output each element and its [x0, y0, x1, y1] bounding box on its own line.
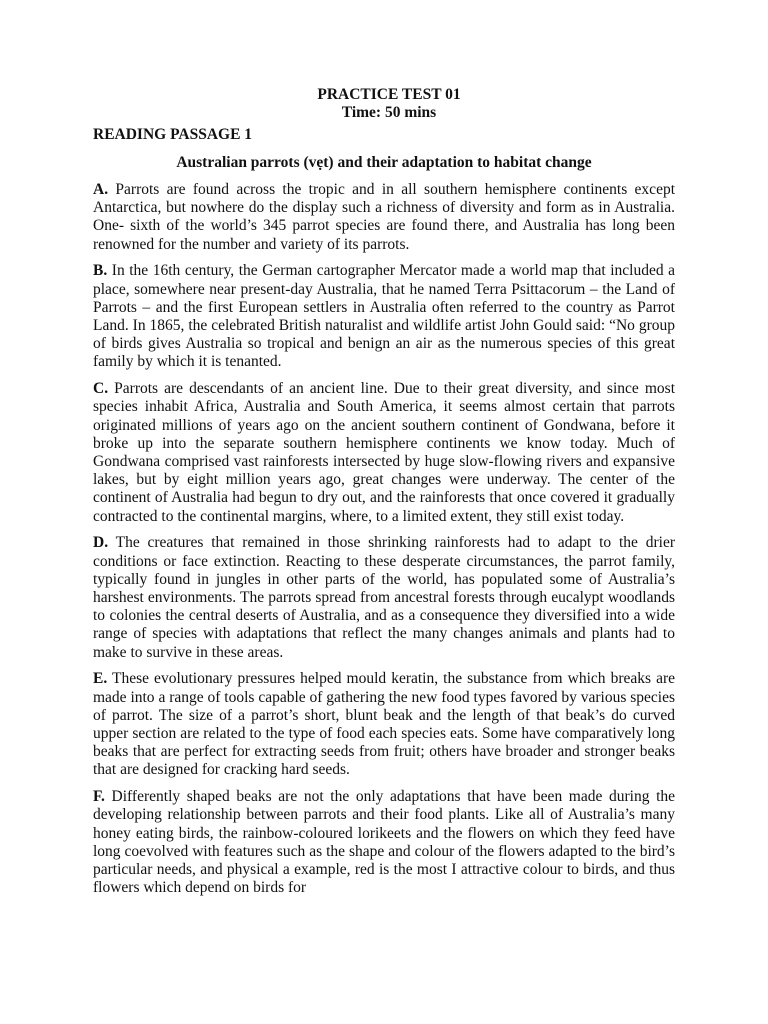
- paragraph-letter: A.: [93, 181, 109, 198]
- paragraph-letter: C.: [93, 380, 109, 398]
- document-page: [93, 86, 675, 906]
- test-title: PRACTICE TEST 01: [317, 86, 461, 103]
- paragraph-c: [93, 380, 675, 526]
- paragraph-a: [93, 181, 675, 254]
- paragraph-letter: E.: [93, 670, 108, 688]
- passage-title: Australian parrots (vẹt) and their adaptation to habitat change: [176, 154, 592, 171]
- paragraph-e: [93, 670, 675, 779]
- paragraph-b: [93, 262, 675, 371]
- passage-label: READING PASSAGE 1: [93, 126, 253, 143]
- paragraph-text: In the 16th century, the German cartographer Mercator made a world map that included a place, somewhere near present-day Australia, that he named Terra Psittacorum – the Land of Parrots – and the first European settlers in Australia often referred to the country as Parrot Land. In 1865, the celebrated British naturalist and wildlife artist John Gould said: “No group of birds gives Australia so tropical and benign an air as the numerous species of this great family by which it is tenanted.: [93, 262, 675, 371]
- paragraph-text: The creatures that remained in those shrinking rainforests had to adapt to the drier conditions or face extinction. Reacting to these desperate circumstances, the parrot family, typically found in jungles in other parts of the world, has populated some of Australia’s harshest environments. The parrots spread from ancestral forests through eucalypt woodlands to colonies the central deserts of Australia, and as a consequence they diversified into a wide range of species with adaptations that reflect the many changes animals and plants had to make to survive in these areas.: [93, 534, 675, 661]
- test-time: Time: 50 mins: [341, 104, 437, 121]
- paragraph-text: Differently shaped beaks are not the only adaptations that have been made during the developing relationship between parrots and their food plants. Like all of Australia’s many honey eating birds, the rainbow-coloured lorikeets and the flowers on which they feed have long coevolved with features such as the shape and colour of the flowers adapted to the bird’s particular needs, and physical a example, red is the most I attractive colour to birds, and thus flowers which depend on birds for: [93, 788, 676, 897]
- paragraph-text: Parrots are descendants of an ancient line. Due to their great diversity, and since most species inhabit Africa, Australia and South America, it seems almost certain that parrots originated millions of years ago on the ancient southern continent of Gondwana, before it broke up into the separate southern hemisphere continents we know today. Much of Gondwana comprised vast rainforests intersected by huge slow-flowing rivers and expansive lakes, but by eight million years ago, great changes were underway. The center of the continent of Australia had begun to dry out, and the rainforests that once covered it gradually contracted to the continental margins, where, to a limited extent, they still exist today.: [93, 380, 675, 525]
- paragraph-text: These evolutionary pressures helped mould keratin, the substance from which breaks are made into a range of tools capable of gathering the new food types favored by various species of parrot. The size of a parrot’s short, blunt beak and the length of that beak’s do curved upper section are related to the type of food each species eats. Some have comparatively long beaks that are perfect for extracting seeds from fruit; others have broader and stronger beaks that are designed for cracking hard seeds.: [93, 670, 675, 779]
- paragraph-letter: F.: [93, 788, 105, 806]
- paragraph-letter: D.: [93, 534, 109, 552]
- paragraph-f: [93, 788, 675, 897]
- paragraph-d: [93, 534, 675, 661]
- paragraph-text: Parrots are found across the tropic and in all southern hemisphere continents except Antarctica, but nowhere do the display such a richness of diversity and form as in Australia. One- sixth of the world’s 345 parrot species are found there, and Australia has long been renowned for the number and variety of its parrots.: [93, 181, 675, 253]
- paragraph-letter: B.: [93, 262, 108, 280]
